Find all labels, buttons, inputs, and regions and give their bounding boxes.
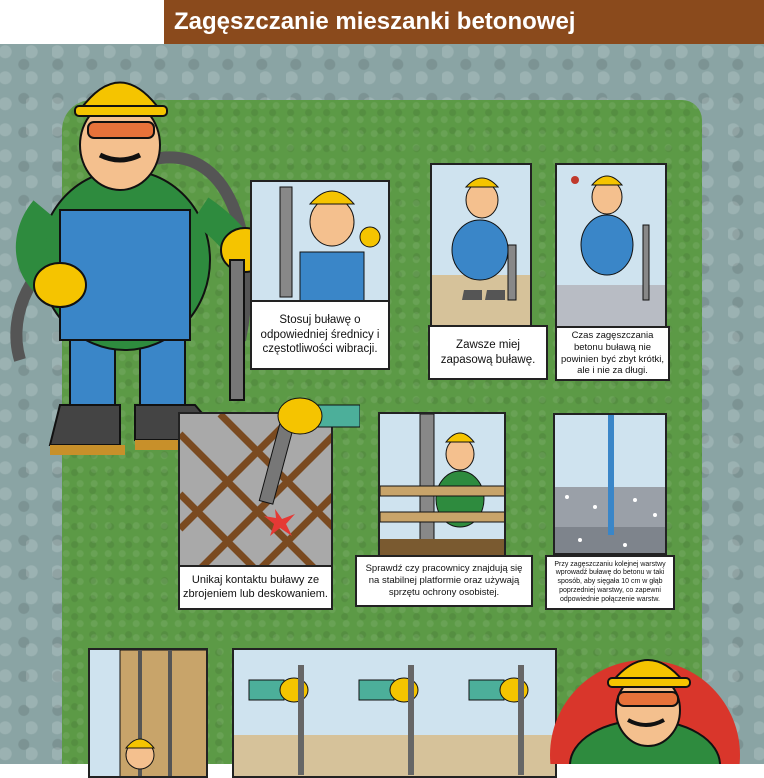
header — [0, 0, 764, 44]
caption-vibrator-diameter: Stosuj buławę o odpowiedniej średnicy i częstotliwości wibracji. — [250, 300, 390, 370]
panel-spare-vibrator — [430, 163, 532, 328]
panel-stable-platform — [378, 412, 506, 557]
panel-next-layer — [553, 413, 667, 555]
panel-formwork — [88, 648, 208, 778]
panel-vibrator-diameter — [250, 180, 390, 302]
page-title: Zagęszczanie mieszanki betonowej — [174, 8, 576, 35]
caption-rebar-contact: Unikaj kontaktu buławy ze zbrojeniem lub deskowaniem. — [178, 565, 333, 610]
worker-portrait-illustration — [550, 640, 764, 764]
caption-spare-vibrator: Zawsze miej zapasową buławę. — [428, 325, 548, 380]
panel-vibrator-sequence — [232, 648, 557, 778]
caption-stable-platform: Sprawdź czy pracownicy znajdują się na stabilnej platformie oraz używają sprzętu ochrony osobistej. — [355, 555, 533, 607]
caption-next-layer: Przy zagęszczaniu kolejnej warstwy wprowadź buławę do betonu w taki sposób, aby sięgała 10 cm w głąb poprzedniej warstwy, co zapewni odpowiednie połączenie warstw. — [545, 555, 675, 610]
caption-compaction-time: Czas zagęszczania betonu buławą nie powinien być zbyt krótki, ale i nie za długi. — [555, 326, 670, 381]
panel-compaction-time — [555, 163, 667, 328]
glove-hand-illustration — [270, 390, 360, 440]
title-bar — [164, 0, 764, 44]
